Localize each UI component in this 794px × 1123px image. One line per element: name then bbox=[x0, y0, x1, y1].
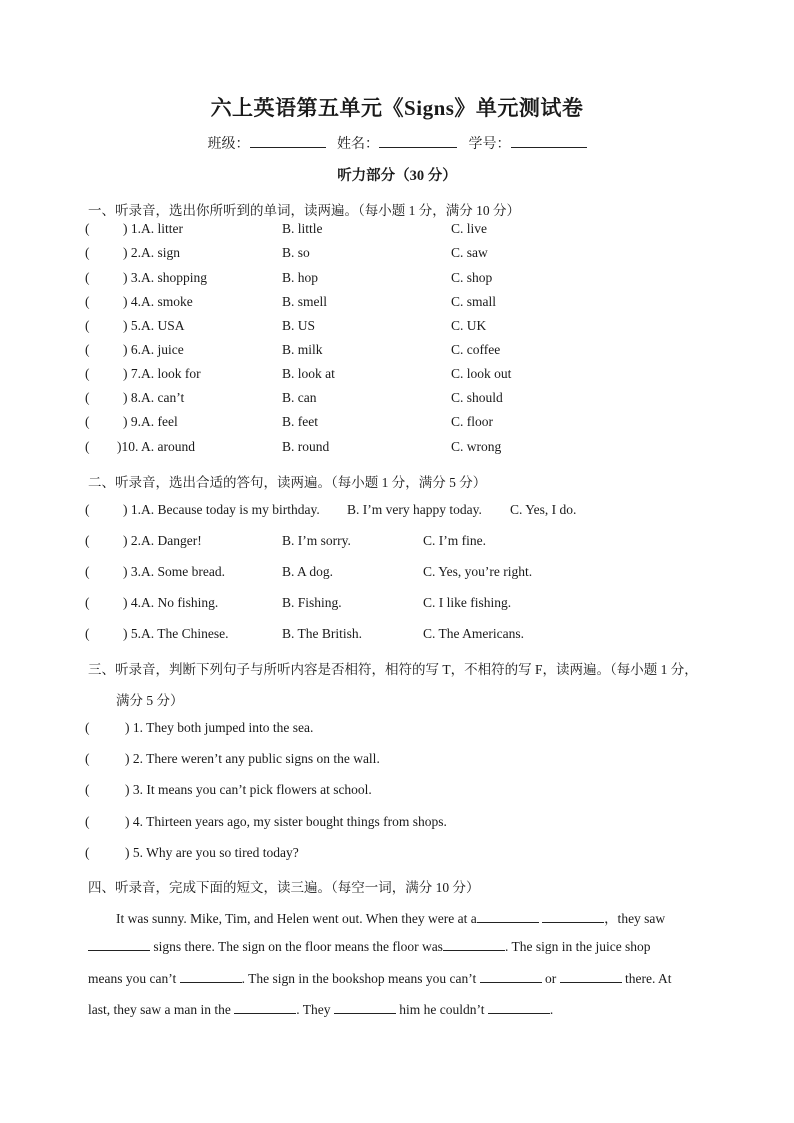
option-a: A. Danger! bbox=[141, 533, 202, 548]
option-c: C. shop bbox=[451, 270, 493, 285]
s1-question-2: ( ) 2. A. sign B. so C. saw bbox=[85, 245, 488, 260]
statement: ) 4. Thirteen years ago, my sister bought things from shops. bbox=[125, 814, 447, 829]
blank-6[interactable] bbox=[480, 970, 542, 983]
passage-text: . They bbox=[296, 1002, 331, 1017]
s2-question-4: ( ) 4. A. No fishing. B. Fishing. C. I like fishing. bbox=[85, 595, 512, 610]
s3-question-1: ( ) 1. They both jumped into the sea. bbox=[85, 720, 314, 735]
blank-10[interactable] bbox=[488, 1001, 550, 1014]
passage-text: It was sunny. Mike, Tim, and Helen went out. When they were at a bbox=[116, 911, 477, 926]
option-b: B. Fishing. bbox=[282, 595, 342, 610]
question-number: ) 3. bbox=[123, 564, 141, 579]
id-label: 学号： bbox=[468, 137, 511, 152]
passage-line-1 bbox=[116, 907, 716, 927]
option-b: B. so bbox=[282, 245, 310, 260]
class-blank[interactable] bbox=[250, 133, 326, 148]
passage-text: ，they saw bbox=[604, 911, 666, 926]
s2-question-3: ( ) 3. A. Some bread. B. A dog. C. Yes, you’re right. bbox=[85, 564, 533, 579]
s2-question-5: ( ) 5. A. The Chinese. B. The British. C. The Americans. bbox=[85, 626, 524, 641]
option-a: A. feel bbox=[141, 414, 178, 429]
s1-question-6: ( ) 6. A. juice B. milk C. coffee bbox=[85, 342, 501, 357]
option-c: C. look out bbox=[451, 366, 512, 381]
question-number: ) 8. bbox=[123, 390, 141, 405]
option-a: A. No fishing. bbox=[141, 595, 219, 610]
s1-question-8: ( ) 8. A. can’t B. can C. should bbox=[85, 390, 503, 405]
option-a: A. sign bbox=[141, 245, 181, 260]
passage-text: signs there. The sign on the floor means the floor was bbox=[153, 939, 443, 954]
option-a: A. smoke bbox=[141, 294, 193, 309]
passage-text: last, they saw a man in the bbox=[88, 1002, 231, 1017]
option-c: C. Yes, you’re right. bbox=[423, 564, 533, 579]
question-number: ) 2. bbox=[123, 533, 141, 548]
question-number: ) 9. bbox=[123, 414, 141, 429]
question-number: ) 4. bbox=[123, 294, 141, 309]
option-c: C. I like fishing. bbox=[423, 595, 512, 610]
s3-question-5: ( ) 5. Why are you so tired today? bbox=[85, 845, 299, 860]
option-c: C. I’m fine. bbox=[423, 533, 486, 548]
option-b: B. I’m sorry. bbox=[282, 533, 351, 548]
option-c: C. live bbox=[451, 221, 487, 236]
passage-line-3 bbox=[88, 970, 688, 987]
blank-8[interactable] bbox=[234, 1001, 296, 1014]
passage-text: means you can’t bbox=[88, 971, 177, 986]
question-number: ) 6. bbox=[123, 342, 141, 357]
name-blank[interactable] bbox=[379, 133, 457, 148]
option-c: C. should bbox=[451, 390, 503, 405]
question-number: ) 1. bbox=[123, 502, 141, 517]
section-3-heading-line2: 满分 5 分） bbox=[116, 693, 184, 708]
s1-question-10: ( )10. A. around B. round C. wrong bbox=[85, 439, 502, 454]
option-a: A. The Chinese. bbox=[141, 626, 229, 641]
blank-2[interactable] bbox=[542, 910, 604, 923]
question-number: ) 5. bbox=[123, 318, 141, 333]
s2-question-2: ( ) 2. A. Danger! B. I’m sorry. C. I’m fine. bbox=[85, 533, 486, 548]
s3-question-4: ( ) 4. Thirteen years ago, my sister bought things from shops. bbox=[85, 814, 447, 829]
s1-question-3: ( ) 3. A. shopping B. hop C. shop bbox=[85, 270, 493, 285]
option-b: B. US bbox=[282, 318, 316, 333]
option-c: C. wrong bbox=[451, 439, 502, 454]
s1-question-7: ( ) 7. A. look for B. look at C. look out bbox=[85, 366, 512, 381]
section-4-heading: 四、听录音，完成下面的短文，读三遍。（每空一词，满分 10 分） bbox=[88, 880, 480, 895]
option-c: C. coffee bbox=[451, 342, 501, 357]
blank-1[interactable] bbox=[477, 910, 539, 923]
blank-4[interactable] bbox=[443, 938, 505, 951]
option-c: C. The Americans. bbox=[423, 626, 524, 641]
option-c: C. floor bbox=[451, 414, 493, 429]
s2-question-1: ( ) 1. A. Because today is my birthday. B. I’m very happy today. C. Yes, I do. bbox=[85, 502, 577, 517]
question-number: ) 1. bbox=[123, 221, 141, 236]
option-a: A. juice bbox=[141, 342, 184, 357]
passage-text: there. At bbox=[624, 971, 672, 986]
option-a: A. look for bbox=[141, 366, 201, 381]
option-b: B. little bbox=[282, 221, 323, 236]
passage-text: . The sign in the juice shop bbox=[504, 939, 651, 954]
option-b: B. hop bbox=[282, 270, 319, 285]
s1-question-9: ( ) 9. A. feel B. feet C. floor bbox=[85, 414, 493, 429]
option-b: B. I’m very happy today. bbox=[347, 502, 482, 517]
option-c: C. Yes, I do. bbox=[510, 502, 577, 517]
question-number: ) 4. bbox=[123, 595, 141, 610]
listening-part-title: 听力部分（30 分） bbox=[337, 168, 457, 184]
statement: ) 2. There weren’t any public signs on the wall. bbox=[125, 751, 380, 766]
option-a: A. Because today is my birthday. bbox=[141, 502, 320, 517]
question-number: ) 2. bbox=[123, 245, 141, 260]
statement: ) 3. It means you can’t pick flowers at school. bbox=[125, 782, 372, 797]
s1-question-5: ( ) 5. A. USA B. US C. UK bbox=[85, 318, 487, 333]
statement: ) 5. Why are you so tired today? bbox=[125, 845, 299, 860]
question-number: ) 3. bbox=[123, 270, 141, 285]
student-info-line bbox=[0, 133, 794, 153]
s3-question-2: ( ) 2. There weren’t any public signs on the wall. bbox=[85, 751, 380, 766]
section-2-heading: 二、听录音，选出合适的答句，读两遍。（每小题 1 分，满分 5 分） bbox=[88, 475, 487, 490]
option-a: A. USA bbox=[141, 318, 185, 333]
option-b: B. smell bbox=[282, 294, 328, 309]
option-a: A. shopping bbox=[141, 270, 208, 285]
option-b: B. look at bbox=[282, 366, 335, 381]
option-a: A. litter bbox=[141, 221, 183, 236]
option-b: B. The British. bbox=[282, 626, 363, 641]
passage-line-2 bbox=[88, 938, 688, 955]
blank-9[interactable] bbox=[334, 1001, 396, 1014]
option-b: B. round bbox=[282, 439, 330, 454]
passage-line-4 bbox=[88, 1001, 688, 1018]
option-a: A. around bbox=[141, 439, 195, 454]
s1-question-4: ( ) 4. A. smoke B. smell C. small bbox=[85, 294, 497, 309]
option-b: B. milk bbox=[282, 342, 323, 357]
blank-5[interactable] bbox=[180, 970, 242, 983]
blank-7[interactable] bbox=[560, 970, 622, 983]
option-c: C. small bbox=[451, 294, 497, 309]
section-3-heading-line1: 三、听录音，判断下列句子与所听内容是否相符，相符的写 T，不相符的写 F，读两遍。（每小题 1 分， bbox=[88, 662, 698, 677]
option-b: B. can bbox=[282, 390, 317, 405]
statement: ) 1. They both jumped into the sea. bbox=[125, 720, 314, 735]
passage-text: . bbox=[549, 1002, 554, 1017]
option-a: A. Some bread. bbox=[141, 564, 225, 579]
passage-text: him he couldn’t bbox=[399, 1002, 485, 1017]
question-number: ) 7. bbox=[123, 366, 141, 381]
section-1-heading: 一、听录音，选出你所听到的单词，读两遍。（每小题 1 分，满分 10 分） bbox=[88, 203, 520, 218]
question-number: )10. bbox=[117, 439, 139, 454]
blank-3[interactable] bbox=[88, 938, 150, 951]
option-c: C. saw bbox=[451, 245, 488, 260]
name-label: 姓名： bbox=[337, 137, 379, 152]
option-c: C. UK bbox=[451, 318, 487, 333]
option-a: A. can’t bbox=[141, 390, 185, 405]
class-label: 班级： bbox=[207, 137, 250, 152]
option-b: B. A dog. bbox=[282, 564, 334, 579]
exam-title: 六上英语第五单元《Signs》单元测试卷 bbox=[210, 96, 584, 120]
s1-question-1: ( ) 1. A. litter B. little C. live bbox=[85, 221, 487, 236]
passage-text: . The sign in the bookshop means you can’t bbox=[241, 971, 477, 986]
passage-text: or bbox=[544, 971, 557, 986]
s3-question-3: ( ) 3. It means you can’t pick flowers at school. bbox=[85, 782, 372, 797]
id-blank[interactable] bbox=[511, 133, 587, 148]
option-b: B. feet bbox=[282, 414, 318, 429]
question-number: ) 5. bbox=[123, 626, 141, 641]
